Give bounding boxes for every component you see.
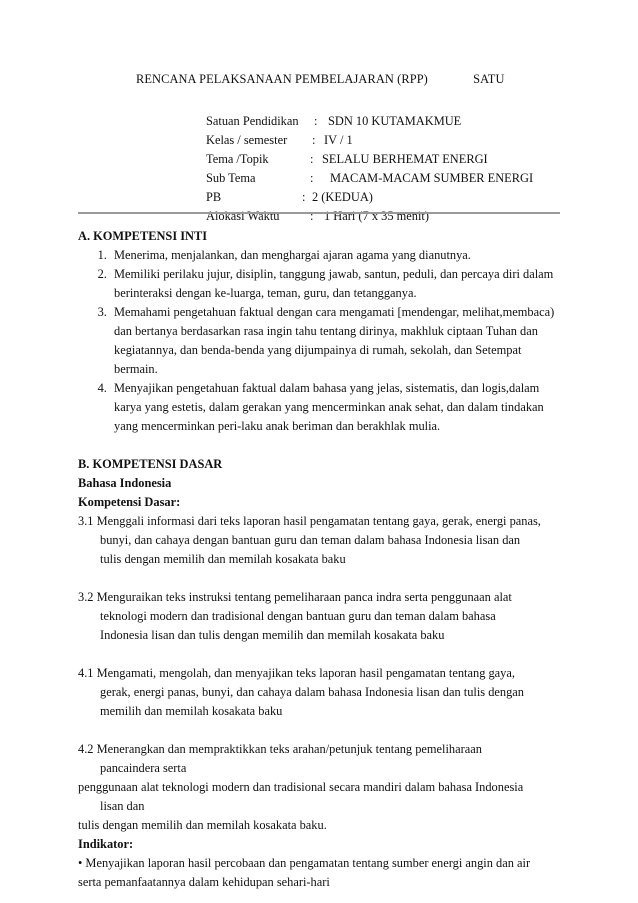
title-text: RENCANA PELAKSANAAN PEMBELAJARAN (RPP) bbox=[136, 72, 428, 86]
indikator-continuation: serta pemanfaatannya dalam kehidupan sehari-hari bbox=[78, 875, 330, 889]
kd-first-line: 3.2 Menguraikan teks instruksi tentang pemeliharaan panca indra serta penggunaan alat bbox=[78, 590, 512, 604]
kd-continuation: Indonesia lisan dan tulis dengan memilih dan memilah kosakata baku bbox=[100, 628, 445, 642]
kd-item-4-1 bbox=[78, 664, 562, 721]
spacer bbox=[78, 721, 562, 740]
kd-item-4-2 bbox=[78, 740, 562, 835]
indikator-item: • Menyajikan laporan hasil percobaan dan pengamatan tentang sumber energi angin dan air bbox=[78, 856, 531, 870]
section-heading-kompetensi-dasar: B. KOMPETENSI DASAR bbox=[78, 457, 223, 471]
identity-separator: : bbox=[314, 114, 318, 128]
kd-continuation: pancaindera serta bbox=[100, 761, 187, 775]
kd-label: Kompetensi Dasar: bbox=[78, 495, 181, 509]
spacer bbox=[78, 436, 562, 455]
kd-item-3-1 bbox=[78, 512, 562, 569]
kd-continuation: lisan dan bbox=[100, 799, 145, 813]
spacer bbox=[78, 569, 562, 588]
identity-label: Tema /Topik bbox=[206, 152, 269, 166]
identity-separator: : bbox=[310, 152, 314, 166]
document-body bbox=[78, 227, 562, 892]
identity-separator: : bbox=[312, 133, 316, 147]
spacer bbox=[78, 645, 562, 664]
identity-value: SDN 10 KUTAMAKMUE bbox=[328, 114, 462, 128]
identity-label: Alokasi Waktu bbox=[206, 209, 280, 223]
identity-value: 1 Hari (7 x 35 menit) bbox=[324, 209, 429, 223]
title-suffix: SATU bbox=[473, 72, 505, 86]
identity-label: PB bbox=[206, 190, 222, 204]
identity-label: Sub Tema bbox=[206, 171, 256, 185]
indikator-label: Indikator: bbox=[78, 837, 134, 851]
identity-value: IV / 1 bbox=[324, 133, 353, 147]
list-item: 1. Menerima, menjalankan, dan menghargai ajaran agama yang dianutnya. bbox=[110, 246, 562, 265]
identity-value: 2 (KEDUA) bbox=[312, 190, 373, 204]
identity-separator: : bbox=[310, 171, 314, 185]
list-item: 4. Menyajikan pengetahuan faktual dalam bahasa yang jelas, sistematis, dan logis,dalam karya yang estetis, dalam gerakan yang mencerminkan anak sehat, dan dalam tindakan yang mencerminkan peri-laku anak beriman dan berakhlak mulia. bbox=[110, 379, 562, 436]
identity-label: Satuan Pendidikan bbox=[206, 114, 299, 128]
list-item: 3. Memahami pengetahuan faktual dengan cara mengamati [mendengar, melihat,membaca) dan bertanya berdasarkan rasa ingin tahu tentang dirinya, makhluk ciptaan Tuhan dan kegiatannya, dan benda-benda yang dijumpainya di rumah, sekolah, dan Setempat bermain. bbox=[110, 303, 562, 379]
identity-row-pb bbox=[206, 188, 626, 207]
identity-row-alokasi bbox=[206, 207, 626, 226]
kd-continuation: tulis dengan memilih dan memilah kosakata baku bbox=[100, 552, 346, 566]
kd-first-line: 4.2 Menerangkan dan mempraktikkan teks arahan/petunjuk tentang pemeliharaan bbox=[78, 742, 482, 756]
identity-label: Kelas / semester bbox=[206, 133, 288, 147]
identity-value: SELALU BERHEMAT ENERGI bbox=[322, 152, 488, 166]
kd-continuation: bunyi, dan cahaya dengan bantuan guru dan teman dalam bahasa Indonesia lisan dan bbox=[100, 533, 521, 547]
identity-row-tema bbox=[206, 150, 626, 169]
kd-continuation: memilih dan memilah kosakata baku bbox=[100, 704, 283, 718]
identity-row-kelas bbox=[206, 131, 626, 150]
kd-continuation: penggunaan alat teknologi modern dan tradisional secara mandiri dalam bahasa Indonesia bbox=[78, 780, 524, 794]
kd-first-line: 4.1 Mengamati, mengolah, dan menyajikan teks laporan hasil pengamatan tentang gaya, bbox=[78, 666, 515, 680]
kd-first-line: 3.1 Menggali informasi dari teks laporan hasil pengamatan tentang gaya, gerak, energi panas, bbox=[78, 514, 541, 528]
section-heading-kompetensi-inti: A. KOMPETENSI INTI bbox=[78, 229, 208, 243]
identity-row-subtema bbox=[206, 169, 626, 188]
subject-label: Bahasa Indonesia bbox=[78, 476, 172, 490]
identity-separator: : bbox=[302, 190, 306, 204]
identity-separator: : bbox=[310, 209, 314, 223]
kompetensi-inti-list bbox=[78, 246, 562, 436]
identity-value: MACAM-MACAM SUMBER ENERGI bbox=[330, 171, 534, 185]
kd-continuation: teknologi modern dan tradisional dengan bantuan guru dan teman dalam bahasa bbox=[100, 609, 496, 623]
identity-table bbox=[206, 112, 626, 226]
horizontal-divider bbox=[78, 212, 560, 214]
document-title bbox=[136, 70, 606, 89]
kd-continuation: tulis dengan memilih dan memilah kosakata baku. bbox=[78, 818, 327, 832]
identity-row-satuan bbox=[206, 112, 626, 131]
kd-item-3-2 bbox=[78, 588, 562, 645]
kd-continuation: gerak, energi panas, bunyi, dan cahaya dalam bahasa Indonesia lisan dan tulis dengan bbox=[100, 685, 525, 699]
list-item: 2. Memiliki perilaku jujur, disiplin, tanggung jawab, santun, peduli, dan percaya diri dalam berinteraksi dengan ke-luarga, teman, guru, dan tetangganya. bbox=[110, 265, 562, 303]
